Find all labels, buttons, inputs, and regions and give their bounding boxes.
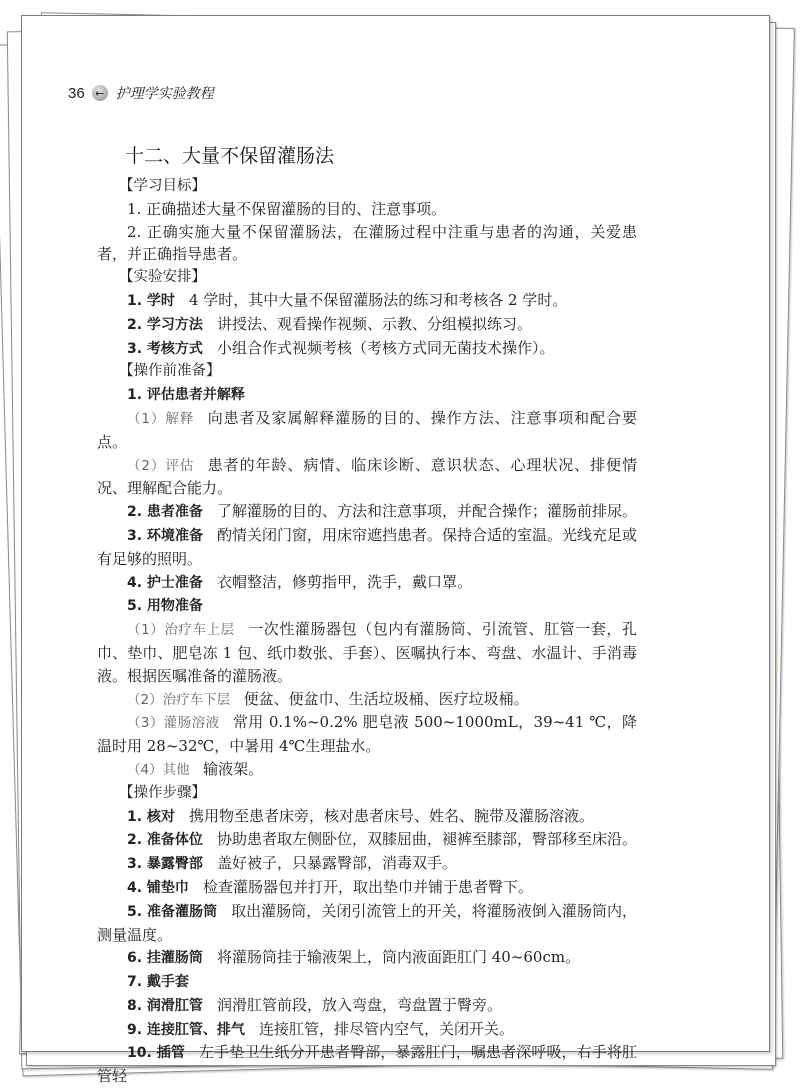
paragraph — [97, 1041, 637, 1088]
paragraph-label: 3. 环境准备 — [127, 527, 203, 544]
section-heading: 【实验安排】 — [119, 269, 206, 286]
paragraph — [97, 500, 637, 524]
paragraph-text: 小组合作式视频考核（考核方式同无菌技术操作）。 — [216, 338, 555, 357]
paragraph — [97, 1018, 637, 1042]
paragraph-label: （2）评估 — [127, 457, 195, 474]
paragraph-text: 检查灌肠器包并打开，取出垫巾并铺于患者臀下。 — [202, 877, 533, 896]
paragraph-label: （2）治疗车下层 — [127, 691, 231, 708]
paragraph-label: （3）灌肠溶液 — [127, 715, 220, 732]
paragraph — [97, 970, 637, 994]
paragraph-label: 10. 插管 — [127, 1045, 185, 1062]
paragraph-label: 9. 连接肛管、排气 — [127, 1021, 245, 1038]
paragraph-text: 衣帽整洁，修剪指甲，洗手，戴口罩。 — [216, 572, 472, 591]
paragraph — [97, 407, 637, 454]
paragraph-text: 将灌肠筒挂于输液架上，筒内液面距肛门 40~60cm。 — [216, 948, 581, 967]
paragraph-label: 2. 学习方法 — [127, 316, 203, 333]
paragraph-text: 左手垫卫生纸分开患者臀部，暴露肛门，嘱患者深呼吸，右手将肛管轻 — [97, 1043, 637, 1086]
paragraph-label: 8. 润滑肛管 — [127, 997, 203, 1014]
paragraph — [97, 876, 637, 900]
page-number: 36 — [68, 84, 85, 102]
paragraph-label: 4. 护士准备 — [127, 574, 203, 591]
paragraph — [97, 337, 637, 361]
section-heading: 【学习目标】 — [119, 178, 206, 194]
paragraph — [97, 313, 637, 337]
paragraph — [97, 758, 637, 782]
section-heading: 【操作步骤】 — [119, 784, 206, 801]
paragraph-text: 2. 正确实施大量不保留灌肠法，在灌肠过程中注重与患者的沟通，关爱患者，并正确指导患者。 — [97, 222, 637, 264]
paragraph-label: 7. 戴手套 — [127, 974, 189, 991]
paragraph — [97, 571, 637, 595]
paragraph — [97, 524, 637, 571]
paragraph-text: 1. 正确描述大量不保留灌肠的目的、注意事项。 — [127, 199, 447, 218]
section-title: 十二、大量不保留灌肠法 — [125, 145, 335, 167]
paragraph-text: 一次性灌肠器包（包内有灌肠筒、引流管、肛管一套，孔巾、垫巾、肥皂冻 1 包、纸巾数张、手套）、医嘱执行本、弯盘、水温计、手消毒液。根据医嘱准备的灌肠液。 — [97, 620, 637, 685]
paragraph-text: 盖好被子，只暴露臀部，消毒双手。 — [216, 854, 457, 873]
paragraph-text: 4 学时，其中大量不保留灌肠法的练习和考核各 2 学时。 — [188, 290, 568, 309]
paragraph-label: 6. 挂灌肠筒 — [127, 950, 203, 967]
paragraph-label: 1. 学时 — [127, 292, 175, 309]
paragraph-label: （4）其他 — [127, 761, 190, 778]
paragraph-text: 了解灌肠的目的、方法和注意事项，并配合操作；灌肠前排尿。 — [216, 502, 637, 521]
paragraph-text: 便盆、便盆巾、生活垃圾桶、医疗垃圾桶。 — [243, 689, 529, 708]
paragraph-label: 2. 患者准备 — [127, 504, 203, 521]
page-content — [97, 143, 637, 1088]
paragraph — [97, 994, 637, 1018]
paragraph-label: （1）治疗车上层 — [127, 622, 235, 639]
paragraph-text: 患者的年龄、病情、临床诊断、意识状态、心理状况、排便情况、理解配合能力。 — [97, 455, 637, 498]
paragraph-text: 常用 0.1%~0.2% 肥皂液 500~1000mL，39~41 ℃，降温时用 28~32℃，中暑用 4℃生理盐水。 — [97, 713, 638, 756]
paragraph-text: 协助患者取左侧卧位，双膝屈曲，褪裤至膝部，臀部移至床沿。 — [216, 830, 637, 849]
paragraph — [97, 198, 637, 221]
paragraph — [97, 900, 637, 947]
paragraph — [97, 454, 637, 501]
paragraph-label: 3. 暴露臀部 — [127, 856, 203, 873]
paragraph-label: 1. 评估患者并解释 — [127, 387, 245, 404]
paragraph-text: 润滑肛管前段，放入弯盘，弯盘置于臀旁。 — [216, 995, 502, 1014]
paragraph-label: 4. 铺垫巾 — [127, 879, 189, 896]
paragraph-label: 3. 考核方式 — [127, 340, 203, 357]
paragraph — [97, 594, 637, 618]
paragraph-text: 连接肛管，排尽管内空气，关闭开关。 — [258, 1019, 514, 1038]
paragraph-label: 5. 准备灌肠筒 — [127, 903, 218, 920]
paragraph-label: 1. 核对 — [127, 808, 175, 825]
paragraph — [97, 852, 637, 876]
paragraph-list — [97, 175, 637, 1088]
paragraph-text: 携用物至患者床旁，核对患者床号、姓名、腕带及灌肠溶液。 — [188, 806, 594, 825]
paragraph-label: （1）解释 — [127, 410, 195, 427]
paragraph-text: 酌情关闭门窗，用床帘遮挡患者。保持合适的室温。光线充足或有足够的照明。 — [97, 525, 637, 568]
paragraph-text: 取出灌肠筒，关闭引流管上的开关，将灌肠液倒入灌肠筒内，测量温度。 — [97, 901, 637, 944]
book-title: 护理学实验教程 — [115, 86, 214, 102]
paragraph — [97, 289, 637, 313]
paragraph-text: 向患者及家属解释灌肠的目的、操作方法、注意事项和配合要点。 — [97, 408, 637, 451]
paragraph — [97, 221, 637, 267]
paragraph-label: 2. 准备体位 — [127, 832, 203, 849]
arrow-left-circle-icon: ← — [92, 85, 108, 101]
paragraph-text: 输液架。 — [203, 759, 264, 778]
paragraph — [97, 688, 637, 712]
paragraph — [97, 711, 637, 758]
paragraph — [97, 946, 637, 970]
running-header — [68, 83, 214, 103]
paragraph — [97, 618, 637, 687]
paragraph — [97, 383, 637, 407]
section-heading: 【操作前准备】 — [119, 363, 221, 380]
paragraph — [97, 805, 637, 829]
paragraph-label: 5. 用物准备 — [127, 598, 203, 615]
paragraph-text: 讲授法、观看操作视频、示教、分组模拟练习。 — [216, 314, 532, 333]
paragraph — [97, 828, 637, 852]
